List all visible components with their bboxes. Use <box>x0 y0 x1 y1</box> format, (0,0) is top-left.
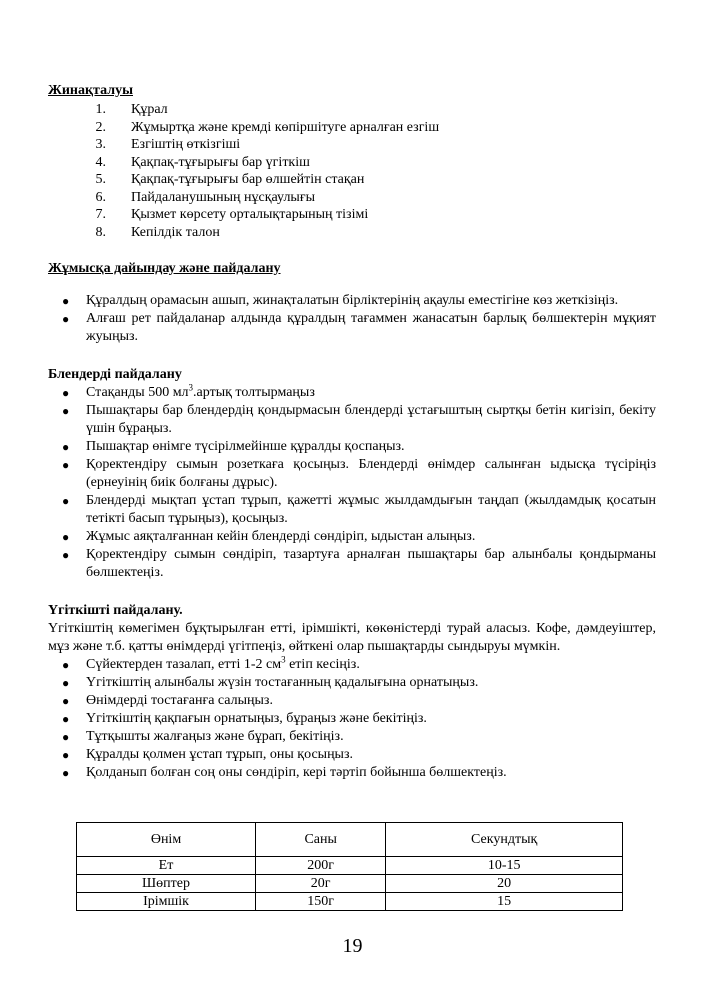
bullet-icon: ● <box>62 676 70 690</box>
preparation-list <box>48 292 656 346</box>
list-text <box>86 692 656 710</box>
text-part: Стақанды 500 мл <box>86 385 189 400</box>
table-header-seconds: Секундтық <box>386 823 623 857</box>
list-item <box>48 171 656 189</box>
list-item <box>48 136 656 154</box>
text-part: Пышақтар өнімге түсірілмейінше құралды қоспаңыз. <box>86 439 405 454</box>
table-cell: 150г <box>256 893 386 911</box>
list-gap <box>106 119 131 137</box>
bullet-icon: ● <box>62 730 70 744</box>
table-header-quantity: Саны <box>256 823 386 857</box>
list-number: 6. <box>95 189 106 205</box>
table-header-row <box>77 823 623 857</box>
list-item <box>48 492 656 528</box>
text-part: етіп кесіңіз. <box>285 657 360 672</box>
list-gap <box>106 101 131 119</box>
list-text <box>86 728 656 746</box>
list-item <box>48 546 656 582</box>
text-part: Тұтқышты жалғаңыз және бұрап, бекітіңіз. <box>86 729 344 744</box>
table-row <box>77 893 623 911</box>
list-text <box>86 492 656 528</box>
table-cell: Ірімшік <box>77 893 256 911</box>
list-number: 2. <box>95 119 106 135</box>
table-cell: 20г <box>256 875 386 893</box>
bullet-icon: ● <box>62 312 70 326</box>
preparation-heading: Жұмысқа дайындау және пайдалану <box>48 261 281 276</box>
list-item <box>48 728 656 746</box>
list-text <box>86 674 656 692</box>
page-number: 19 <box>342 935 363 957</box>
kit-list <box>48 101 656 241</box>
bullet-icon: ● <box>62 294 70 308</box>
bullet-icon: ● <box>62 530 70 544</box>
bullet-icon: ● <box>62 694 70 708</box>
page-content <box>48 82 656 782</box>
bullet-icon: ● <box>62 766 70 780</box>
text-part: Жұмыс аяқталғаннан кейін блендерді сөндіріп, ыдыстан алыңыз. <box>86 529 476 544</box>
text-part: Сүйектерден тазалап, етті 1-2 см <box>86 657 282 672</box>
list-text <box>86 528 656 546</box>
table-cell: 10-15 <box>386 857 623 875</box>
text-part: Қоректендіру сымын розеткаға қосыңыз. Блендерді өнімдер салынған ыдысқа түсіріңіз (ернеуінің биік болғаны дұрыс). <box>86 457 656 490</box>
list-item <box>48 384 656 402</box>
list-item <box>48 101 656 119</box>
list-text: Қақпақ-тұғырығы бар үгіткіш <box>131 154 310 170</box>
list-number: 5. <box>95 172 106 187</box>
list-item <box>48 710 656 728</box>
table-cell: 20 <box>386 875 623 893</box>
list-text <box>86 656 656 674</box>
bullet-icon: ● <box>62 548 70 562</box>
list-gap <box>106 206 131 224</box>
list-number: 3. <box>95 137 106 152</box>
list-text <box>86 438 656 456</box>
list-gap <box>106 171 131 189</box>
table-row <box>77 857 623 875</box>
list-text <box>86 710 656 728</box>
superscript: 3 <box>281 654 286 665</box>
list-item <box>48 438 656 456</box>
list-item <box>48 764 656 782</box>
list-gap <box>106 189 131 207</box>
bullet-icon: ● <box>62 748 70 762</box>
list-number: 4. <box>95 154 106 170</box>
list-number: 1. <box>95 102 106 117</box>
text-part: .артық толтырмаңыз <box>193 385 315 400</box>
list-item <box>48 206 656 224</box>
text-part: Үгіткіштің қақпағын орнатыңыз, бұраңыз және бекітіңіз. <box>86 711 427 726</box>
list-item <box>48 456 656 492</box>
list-text: Кепілдік талон <box>131 224 220 240</box>
blender-heading: Блендерді пайдалану <box>48 367 182 382</box>
table-cell: 200г <box>256 857 386 875</box>
grinder-list <box>48 656 656 782</box>
list-text: Жұмыртқа және кремді көпіршітуге арналған езгіш <box>131 119 440 135</box>
list-text <box>86 746 656 764</box>
list-item <box>48 746 656 764</box>
table-cell: Шөптер <box>77 875 256 893</box>
list-item <box>48 692 656 710</box>
list-item <box>48 224 656 242</box>
text-part: Қолданып болған соң оны сөндіріп, кері тәртіп бойынша бөлшектеңіз. <box>86 765 507 780</box>
list-gap <box>106 154 131 172</box>
table-row <box>77 875 623 893</box>
blender-list <box>48 384 656 582</box>
list-text <box>86 384 656 402</box>
superscript: 3 <box>188 382 194 393</box>
list-item <box>48 154 656 172</box>
list-text: Қақпақ-тұғырығы бар өлшейтін стақан <box>131 172 365 187</box>
list-item <box>48 402 656 438</box>
list-text <box>86 546 656 582</box>
text-part: Құралды қолмен ұстап тұрып, оны қосыңыз. <box>86 747 353 762</box>
grinder-heading: Үгіткішті пайдалану. <box>48 603 183 618</box>
text-part: Қоректендіру сымын сөндіріп, тазартуға арналған пышақтары бар алынбалы қондырманы бөлшектеңіз. <box>86 547 656 580</box>
list-text: Пайдаланушының нұсқаулығы <box>131 189 315 205</box>
grinding-table <box>76 822 623 911</box>
list-item <box>48 292 656 310</box>
text-part: Үгіткіштің алынбалы жүзін тостағанның қадалығына орнатыңыз. <box>86 675 479 690</box>
list-number: 8. <box>95 224 106 240</box>
text-part: Өнімдерді тостағанға салыңыз. <box>86 693 273 708</box>
list-gap <box>106 224 131 242</box>
list-item <box>48 310 656 346</box>
text-part: Пышақтары бар блендердің қондырмасын блендерді ұстағыштың сыртқы бетін кигізіп, бекіту үшін бұраңыз. <box>86 403 656 436</box>
list-item <box>48 119 656 137</box>
bullet-icon: ● <box>62 494 70 508</box>
list-item <box>48 656 656 674</box>
list-text <box>86 402 656 438</box>
list-item <box>48 528 656 546</box>
text-part: Блендерді мықтап ұстап тұрып, қажетті жұмыс жылдамдығын таңдап (жылдамдық қосатын тетікті басып тұрыңыз), қосыңыз. <box>86 493 656 526</box>
grinder-intro: Үгіткіштің көмегімен бұқтырылған етті, ірімшікті, көкөністерді турай аласыз. Кофе, дәмдеуіштер, мұз және т.б. қатты өнімдерді үгітпеңіз, өйткені олар пышақтарды сындыруы мүмкін. <box>48 621 656 654</box>
list-text: Құралдың орамасын ашып, жинақталатын бірліктерінің ақаулы еместігіне көз жеткізіңіз. <box>86 293 619 308</box>
list-item <box>48 674 656 692</box>
list-item <box>48 189 656 207</box>
table-cell: 15 <box>386 893 623 911</box>
list-text: Қызмет көрсету орталықтарының тізімі <box>131 207 369 222</box>
table-cell: Ет <box>77 857 256 875</box>
list-gap <box>106 136 131 154</box>
list-text <box>86 456 656 492</box>
bullet-icon: ● <box>62 458 70 472</box>
list-text: Құрал <box>131 102 168 117</box>
table-header-product: Өнім <box>77 823 256 857</box>
bullet-icon: ● <box>62 712 70 726</box>
bullet-icon: ● <box>62 404 70 418</box>
list-text <box>86 764 656 782</box>
list-number: 7. <box>95 207 106 222</box>
bullet-icon: ● <box>62 440 70 454</box>
list-text: Алғаш рет пайдаланар алдында құралдың тағаммен жанасатын барлық бөлшектерін мұқият жуыңыз. <box>86 311 656 344</box>
bullet-icon: ● <box>62 658 70 672</box>
list-text: Езгіштің өткізгіші <box>131 137 241 152</box>
kit-heading: Жинақталуы <box>48 83 133 98</box>
bullet-icon: ● <box>62 386 70 400</box>
